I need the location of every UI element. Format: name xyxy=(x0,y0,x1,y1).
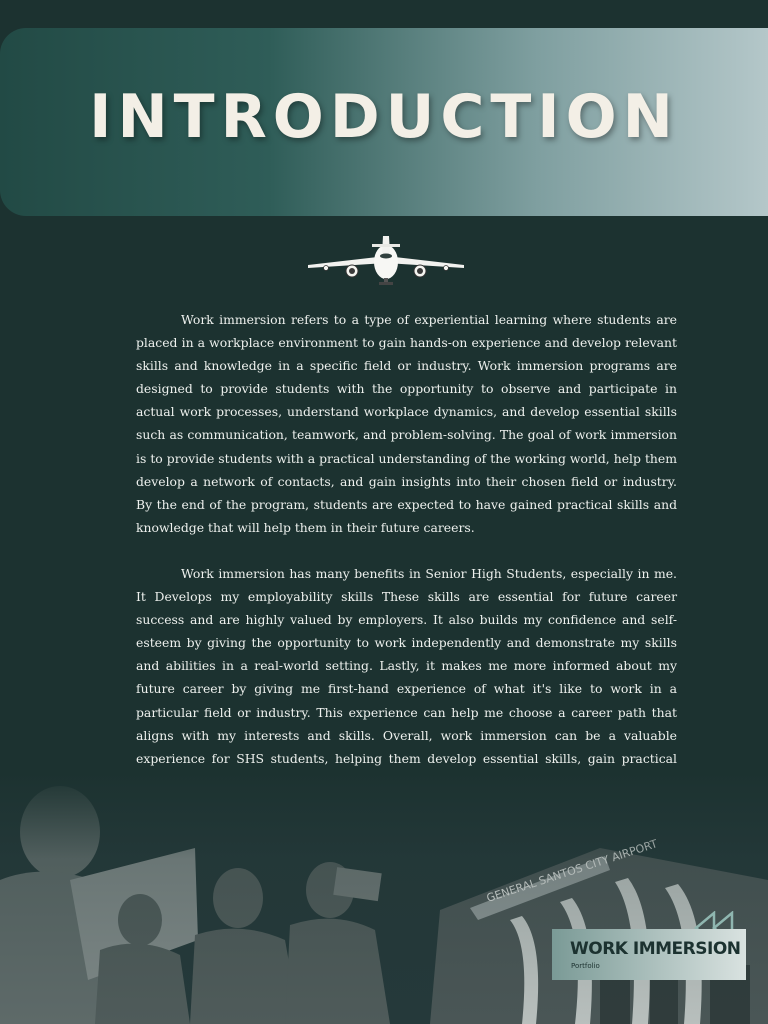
airplane-icon xyxy=(306,232,466,288)
paragraph-benefits: Work immersion has many benefits in Senior High Students, especially in me. It Develops my employability skills These skills are essential for future career success and are highly valued by employers. It also builds my confidence and self-esteem by giving the opportunity to work independently and demonstrate my skills and abilities in a real-world setting. Lastly, it makes me more informed about my future career by giving me first-hand experience of what it's like to work in a particular field or industry. This experience can help me choose a career path that aligns with my interests and skills. Overall, work immersion can be a valuable experience for SHS students, helping them develop essential skills, gain practical xyxy=(136,565,677,766)
paragraph-definition: Work immersion refers to a type of experiential learning where students are placed in a workplace environment to gain hands-on experience and develop relevant skills and knowledge in a specific field or industry. Work immersion programs are designed to provide students with the opportunity to observe and participate in actual work processes, understand workplace dynamics, and develop essential skills such as communication, teamwork, and problem-solving. The goal of work immersion is to provide students with a practical understanding of the working world, help them develop a network of contacts, and gain insights into their chosen field or industry. By the end of the program, students are expected to have gained practical skills and knowledge that will help them in their future careers. xyxy=(136,312,677,535)
badge-title: WORK IMMERSION xyxy=(570,939,741,959)
badge-subtitle: Portfolio xyxy=(571,962,600,970)
work-immersion-badge xyxy=(552,929,746,980)
students-airport-photo xyxy=(0,770,768,1024)
page-title: INTRODUCTION xyxy=(89,82,679,152)
introduction-body xyxy=(136,308,677,816)
